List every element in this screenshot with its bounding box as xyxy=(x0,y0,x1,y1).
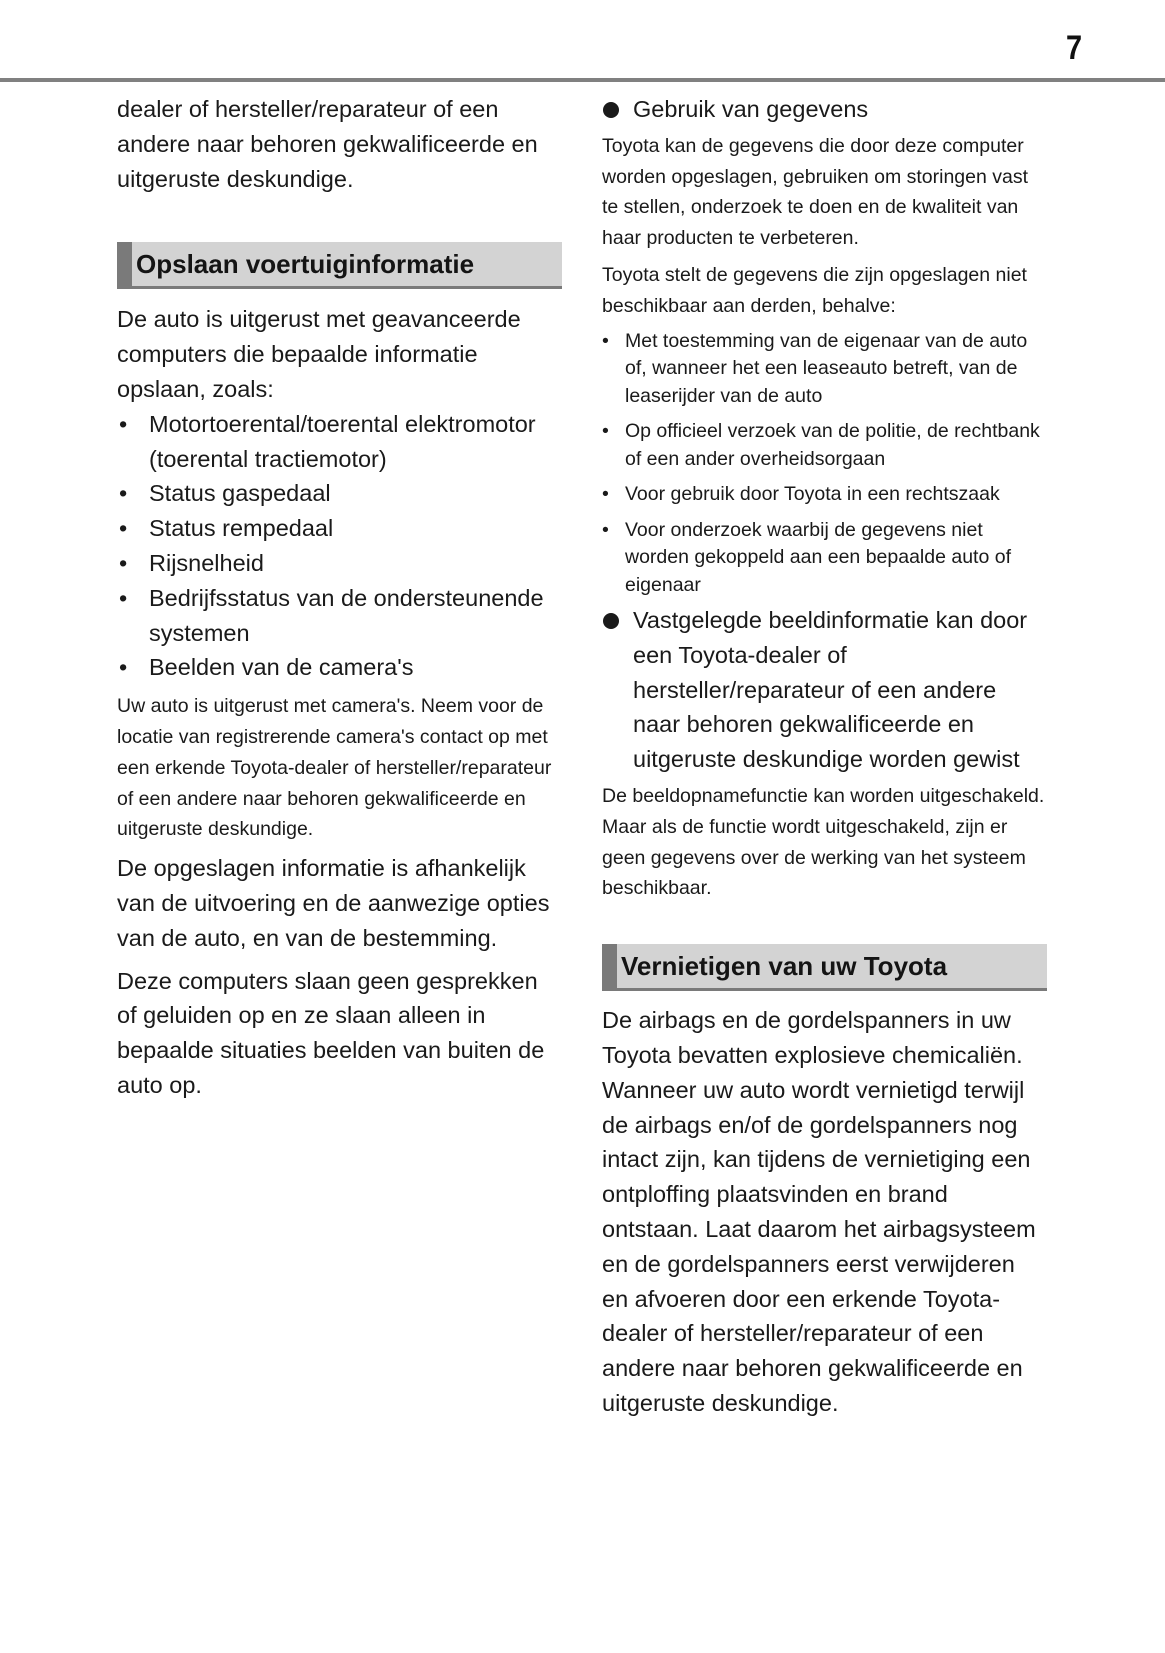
usage-heading: Gebruik van gegevens xyxy=(602,92,1047,127)
list-item: • Bedrijfsstatus van de ondersteunende systemen xyxy=(117,581,562,651)
storage-paragraph-2: De opgeslagen informatie is afhankelijk van de uitvoering en de aanwezige opties van de auto, en van de bestemming. xyxy=(117,855,550,951)
left-column xyxy=(117,92,562,1103)
exceptions-list xyxy=(602,328,1047,600)
storage-intro: De auto is uitgerust met geavanceerde computers die bepaalde informatie opslaan, zoals: xyxy=(117,306,521,402)
list-item: • Voor gebruik door Toyota in een rechtszaak xyxy=(602,481,1047,509)
disposal-paragraph: De airbags en de gordelspanners in uw Toyota bevatten explosieve chemicaliën. Wanneer uw auto wordt vernietigd terwijl de airbags en/of de gordelspanners nog intact zijn, kan tijdens de vernietiging een ontploffing plaatsvinden en brand ontstaan. Laat daarom het airbagsysteem en de gordelspanners eerst verwijderen en afvoeren door een erkende Toyota-dealer of hersteller/reparateur of een andere naar behoren gekwalificeerde en uitgeruste deskundige. xyxy=(602,1007,1036,1417)
section-title: Vernietigen van uw Toyota xyxy=(621,950,948,981)
list-item: • Status rempedaal xyxy=(117,511,562,546)
erase-heading: Vastgelegde beeldinformatie kan door een Toyota-dealer of hersteller/reparateur of een andere naar behoren gekwalificeerde en uitgeruste deskundige worden gewist xyxy=(602,603,1047,777)
usage-paragraph-2: Toyota stelt de gegevens die zijn opgeslagen niet beschikbaar aan derden, behalve: xyxy=(602,263,1027,317)
section-heading-storage xyxy=(117,242,562,289)
stored-info-list xyxy=(117,407,562,685)
page-number: 7 xyxy=(1066,29,1083,67)
bullet-disc-icon xyxy=(603,102,619,118)
list-item: • Status gaspedaal xyxy=(117,476,562,511)
intro-continuation: dealer of hersteller/reparateur of een andere naar behoren gekwalificeerde en uitgeruste deskundige. xyxy=(117,96,538,192)
section-heading-disposal xyxy=(602,944,1047,991)
usage-paragraph-1: Toyota kan de gegevens die door deze computer worden opgeslagen, gebruiken om storingen vast te stellen, onderzoek te doen en de kwaliteit van haar producten te verbeteren. xyxy=(602,134,1029,250)
list-item: • Op officieel verzoek van de politie, de rechtbank of een ander overheidsorgaan xyxy=(602,418,1047,473)
list-item: • Beelden van de camera's xyxy=(117,650,562,685)
bullet-disc-icon xyxy=(603,613,619,629)
list-item: • Rijsnelheid xyxy=(117,546,562,581)
list-item: • Voor onderzoek waarbij de gegevens niet worden gekoppeld aan een bepaalde auto of eigenaar xyxy=(602,517,1047,600)
list-item: • Met toestemming van de eigenaar van de auto of, wanneer het een leaseauto betreft, van de leaserijder van de auto xyxy=(602,328,1047,411)
section-title: Opslaan voertuiginformatie xyxy=(136,248,475,279)
erase-note: De beeldopnamefunctie kan worden uitgeschakeld. Maar als de functie wordt uitgeschakeld, zijn er geen gegevens over de werking van het systeem beschikbaar. xyxy=(602,785,1045,900)
header-divider xyxy=(0,78,1165,82)
camera-note: Uw auto is uitgerust met camera's. Neem voor de locatie van registrerende camera's contact op met een erkende Toyota-dealer of hersteller/reparateur of een andere naar behoren gekwalificeerde en uitgeruste deskundige. xyxy=(117,695,552,841)
list-item: • Motortoerental/toerental elektromotor (toerental tractiemotor) xyxy=(117,407,562,477)
storage-paragraph-3: Deze computers slaan geen gesprekken of geluiden op en ze slaan alleen in bepaalde situaties beelden van buiten de auto op. xyxy=(117,967,545,1098)
right-column xyxy=(602,92,1047,1421)
